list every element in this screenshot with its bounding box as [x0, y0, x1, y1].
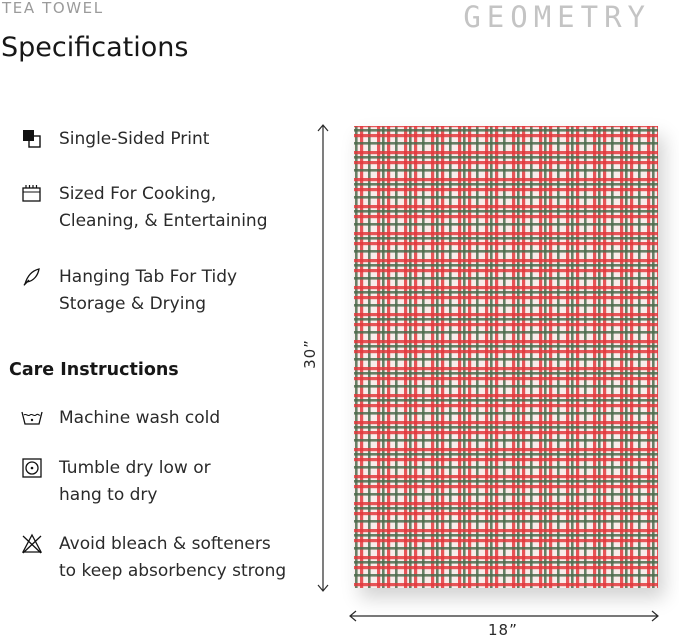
feature-item: [20, 126, 209, 153]
feature-line: Cleaning, & Entertaining: [59, 211, 268, 231]
width-dimension-label: 18”: [488, 621, 518, 639]
tumble-dry-icon: [20, 456, 44, 480]
page-title: Specifications: [1, 32, 189, 63]
feature-line: Sized For Cooking,: [59, 184, 217, 204]
hanging-tab-icon: [20, 265, 44, 289]
care-item: [20, 531, 286, 585]
feature-item: [20, 181, 268, 235]
feature-line: Single-Sided Print: [59, 129, 210, 149]
height-dimension-label: 30”: [300, 339, 319, 369]
feature-text: [59, 181, 268, 235]
feature-text: [59, 264, 237, 318]
towel-size-icon: [20, 182, 44, 206]
single-sided-print-icon: [20, 127, 44, 151]
care-text: [59, 405, 220, 432]
tea-towel-image: [354, 126, 658, 588]
feature-line: Hanging Tab For Tidy: [59, 267, 238, 287]
brand-logo: GEOMETRY: [463, 0, 651, 34]
care-line: hang to dry: [59, 485, 158, 505]
feature-line: Storage & Drying: [59, 294, 207, 314]
feature-text: [59, 126, 209, 153]
care-line: Machine wash cold: [59, 408, 221, 428]
care-text: [59, 531, 286, 585]
care-item: [20, 405, 220, 432]
care-line: Tumble dry low or: [59, 458, 211, 478]
care-line: Avoid bleach & softeners: [59, 534, 271, 554]
care-item: [20, 455, 211, 509]
feature-item: [20, 264, 237, 318]
machine-wash-icon: [20, 406, 44, 430]
product-type-label: TEA TOWEL: [2, 0, 104, 17]
care-instructions-heading: Care Instructions: [9, 360, 179, 380]
no-bleach-icon: [20, 532, 44, 556]
care-line: to keep absorbency strong: [59, 561, 287, 581]
care-text: [59, 455, 211, 509]
